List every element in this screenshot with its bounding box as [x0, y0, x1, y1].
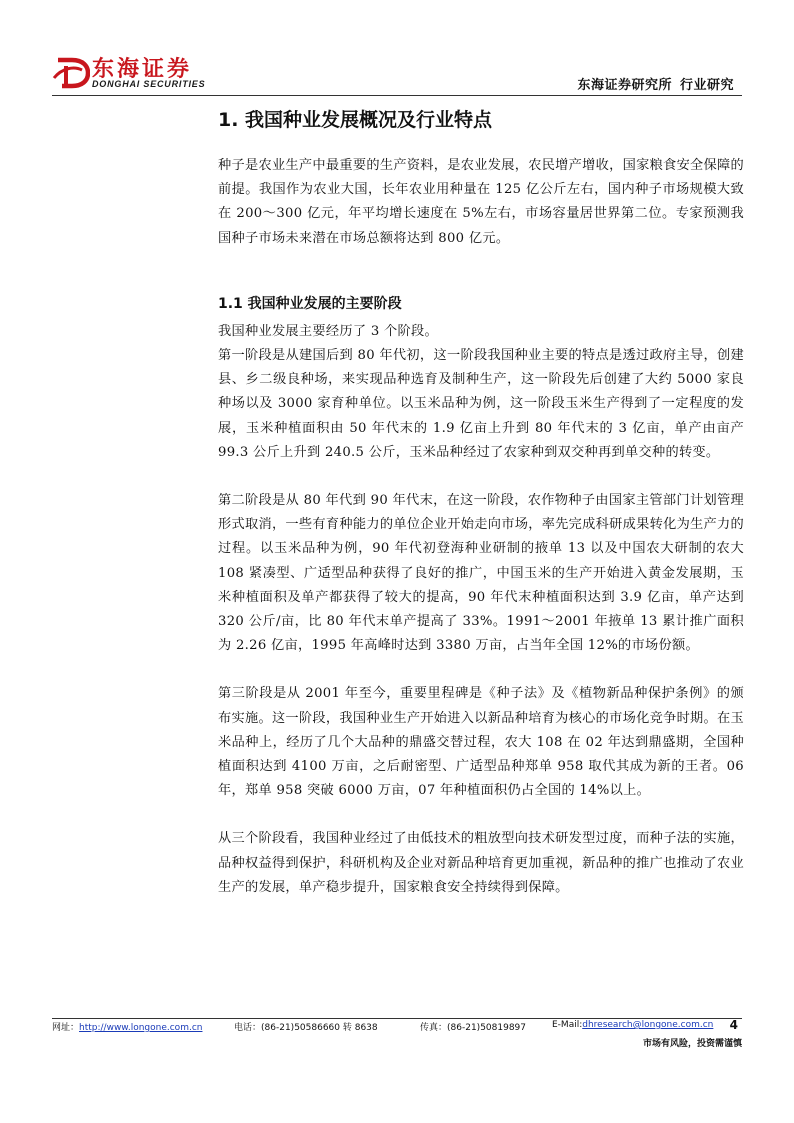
summary-paragraph: 从三个阶段看，我国种业经过了由低技术的粗放型向技术研发型过度，而种子法的实施，品种权益得到保护，科研机构及企业对新品种培育更加重视，新品种的推广也推动了农业生产的发展，单产稳步提升，国家粮食安全持续得到保障。	[218, 831, 745, 895]
header-report-type: 行业研究	[679, 78, 734, 93]
subsection-title: 1.1 我国种业发展的主要阶段	[218, 295, 402, 312]
logo-chinese-name: 东海证券	[92, 57, 193, 82]
header-category	[577, 74, 734, 93]
header-divider	[52, 95, 742, 96]
header-institute: 东海证券研究所	[577, 78, 672, 93]
stage-2-paragraph: 第二阶段是从 80 年代到 90 年代末，在这一阶段，农作物种子由国家主管部门计划管理形式取消，一些有育种能力的单位企业开始走向市场，率先完成科研成果转化为生产力的过程。以玉米品种为例，90 年代初登海种业研制的掖单 13 以及中国农大研制的农大 108 紧凑型、广适型品种获得了良好的推广，中国玉米的生产开始进入黄金发展期，玉米种植面积及单产都获得了较大的提高，90 年代末种植面积达到 3.9 亿亩，单产达到 320 公斤/亩，比 80 年代末单产提高了 33%。1991～2001 年掖单 13 累计推广面积为 2.26 亿亩，1995 年高峰时达到 3380 万亩，占当年全国 12%的市场份额。	[218, 493, 745, 654]
stage-3-paragraph: 第三阶段是从 2001 年至今，重要里程碑是《种子法》及《植物新品种保护条例》的颁布实施。这一阶段，我国种业生产开始进入以新品种培育为核心的市场化竞争时期。在玉米品种上，经历了几个大品种的鼎盛交替过程，农大 108 在 02 年达到鼎盛期，全国种植面积达到 4100 万亩，之后耐密型、广适型品种郑单 958 取代其成为新的王者。06 年，郑单 958 突破 6000 万亩，07 年种植面积仍占全国的 14%以上。	[218, 686, 745, 799]
risk-disclaimer: 市场有风险，投资需谨慎	[642, 1039, 742, 1049]
footer-website	[52, 1020, 202, 1033]
email-link[interactable]: dhresearch@longone.com.cn	[582, 1020, 714, 1030]
website-link[interactable]: http://www.longone.com.cn	[79, 1023, 203, 1033]
section-title: 1. 我国种业发展概况及行业特点	[218, 109, 493, 131]
logo-english-name: DONGHAI SECURITIES	[92, 79, 206, 89]
email-label: E-Mail:	[552, 1020, 583, 1030]
report-body	[218, 104, 744, 900]
page-number: 4	[729, 1018, 738, 1032]
intro-paragraph: 种子是农业生产中最重要的生产资料，是农业发展，农民增产增收，国家粮食安全保障的前提。我国作为农业大国，长年农业用种量在 125 亿公斤左右，国内种子市场规模大致在 200～300 亿元，年平均增长速度在 5%左右，市场容量居世界第二位。专家预测我国种子市场未来潜在市场总额将达到 800 亿元。	[218, 158, 745, 246]
stage-1-paragraph: 第一阶段是从建国后到 80 年代初，这一阶段我国种业主要的特点是透过政府主导，创建县、乡二级良种场，来实现品种选育及制种生产，这一阶段先后创建了大约 5000 家良种场以及 3000 家育种单位。以玉米品种为例，这一阶段玉米生产得到了一定程度的发展，玉米种植面积由 50 年代末的 1.9 亿亩上升到 80 年代末的 3 亿亩，单产由亩产 99.3 公斤上升到 240.5 公斤，玉米品种经过了农家种到双交种再到单交种的转变。	[218, 348, 744, 460]
footer-divider	[52, 1018, 742, 1019]
footer-fax	[420, 1020, 526, 1033]
phone-label: 电话：	[234, 1023, 262, 1033]
stages-lead: 我国种业发展主要经历了 3 个阶段。	[218, 323, 438, 339]
phone-number: (86-21)50586660 转 8638	[261, 1023, 378, 1033]
website-label: 网址：	[52, 1023, 80, 1033]
fax-label: 传真：	[420, 1023, 448, 1033]
footer-phone	[234, 1020, 378, 1033]
page-header	[0, 0, 794, 100]
fax-number: (86-21)50819897	[447, 1023, 526, 1033]
donghai-logo-icon	[52, 54, 90, 92]
footer-email	[552, 1020, 713, 1030]
